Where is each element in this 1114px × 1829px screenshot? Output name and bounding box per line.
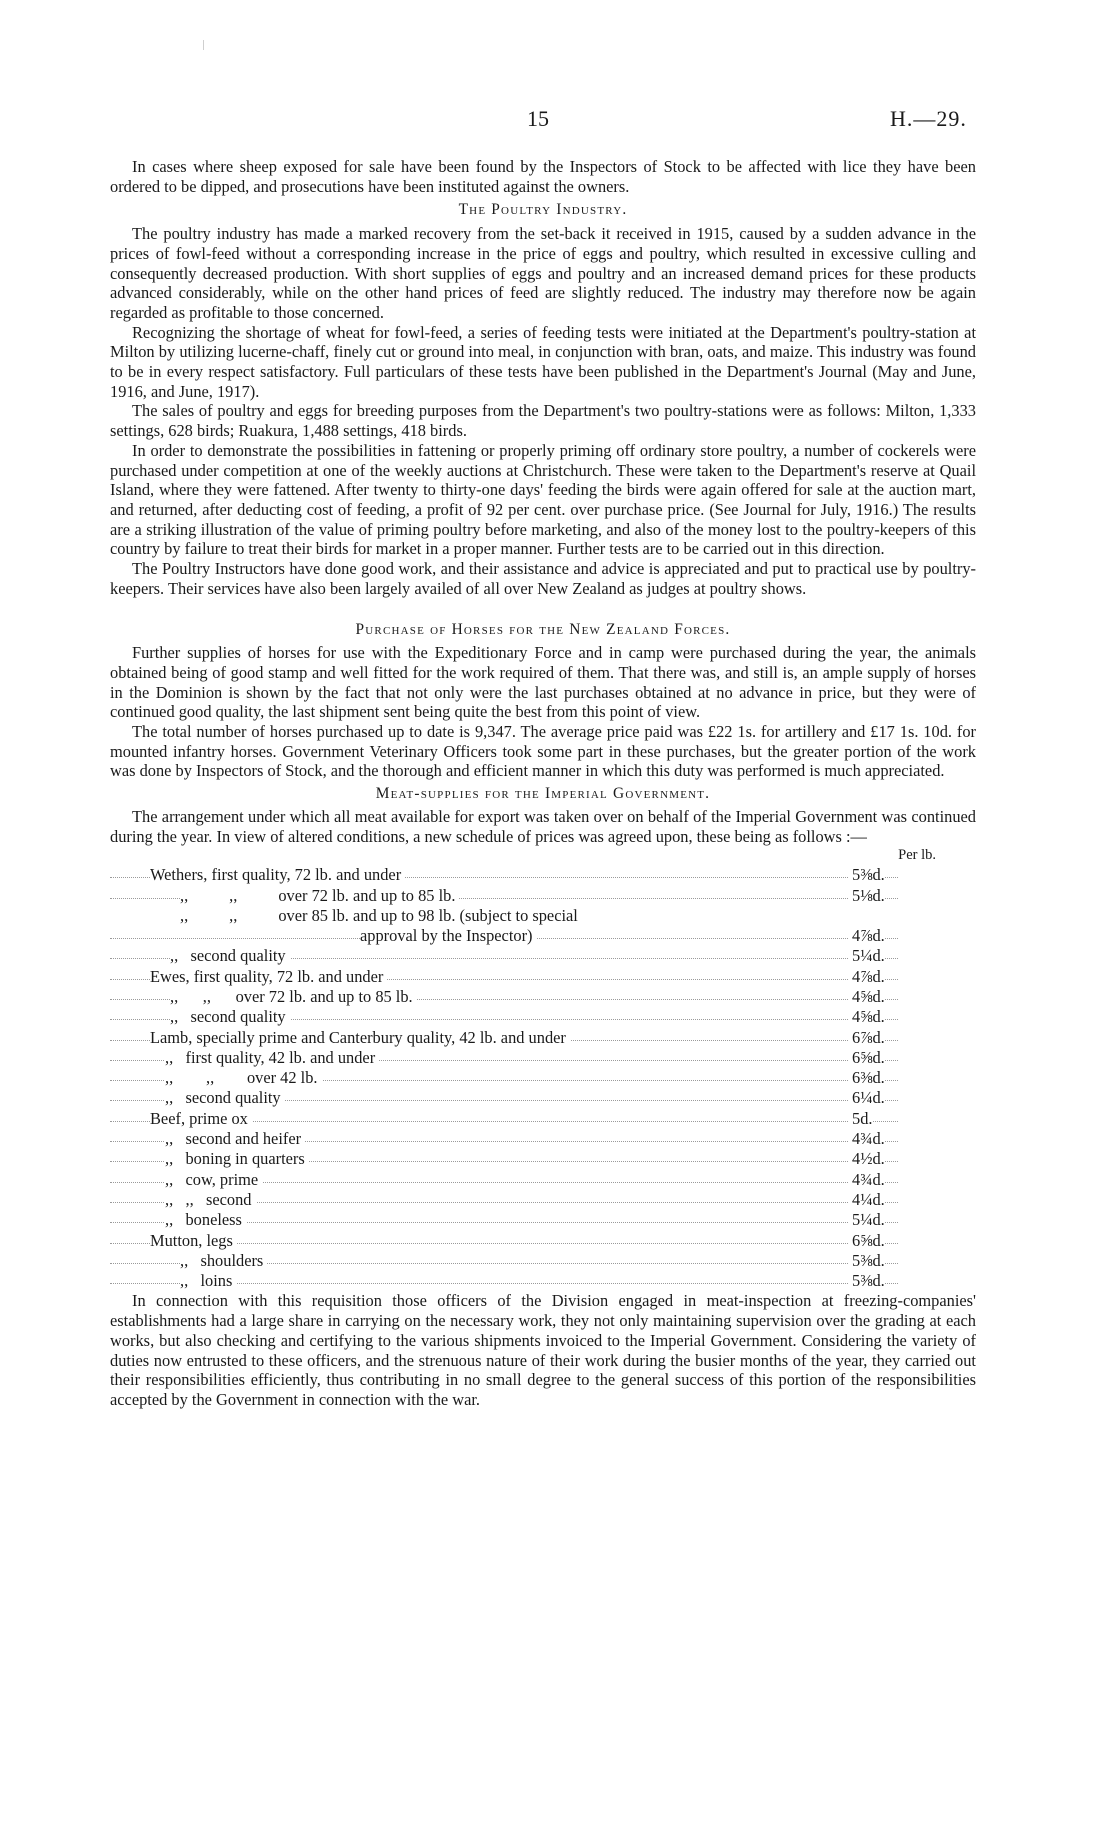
- scan-mark: [203, 40, 204, 50]
- schedule-row: [110, 865, 976, 885]
- schedule-item-label: ,, second quality: [170, 946, 290, 966]
- schedule-row: [110, 1068, 976, 1088]
- schedule-item-label: Lamb, specially prime and Canterbury quality, 42 lb. and under: [150, 1028, 570, 1048]
- schedule-item-price: 6⅞d.: [848, 1028, 885, 1048]
- poultry-paragraph-1: The poultry industry has made a marked recovery from the set-back it received in 1915, caused by a sudden advance in the prices of fowl-feed without a corresponding increase in the price of eggs and poultry, which resulted in excessive culling and consequently decreased production. With short supplies of eggs and poultry and an increased demand prices for these products advanced considerably, while on the other hand prices of feed are slightly reduced. The industry may therefore now be again regarded as profitable to those concerned.: [110, 224, 976, 322]
- poultry-paragraph-5: The Poultry Instructors have done good work, and their assistance and advice is appreciated and put to practical use by poultry-keepers. Their services have also been largely availed of all over New Zealand as judges at poultry shows.: [110, 559, 976, 598]
- schedule-item-label: ,, first quality, 42 lb. and under: [165, 1048, 379, 1068]
- schedule-item-label: ,, boning in quarters: [165, 1149, 309, 1169]
- schedule-item-label: ,, ,, over 72 lb. and up to 85 lb.: [170, 987, 417, 1007]
- poultry-paragraph-3: The sales of poultry and eggs for breeding purposes from the Department's two poultry-stations were as follows: Milton, 1,333 settings, 628 birds; Ruakura, 1,488 settings, 418 birds.: [110, 401, 976, 441]
- schedule-row: [110, 1271, 976, 1291]
- intro-paragraph: In cases where sheep exposed for sale have been found by the Inspectors of Stock to be affected with lice they have been ordered to be dipped, and prosecutions have been instituted against the owners.: [110, 157, 976, 196]
- schedule-row: [110, 1170, 976, 1190]
- schedule-row: [110, 1190, 976, 1210]
- schedule-item-label: ,, second quality: [165, 1088, 285, 1108]
- schedule-item-price: 4⅝d.: [848, 1007, 885, 1027]
- schedule-item-price: 5⅜d.: [848, 865, 885, 885]
- schedule-item-price: 4⅝d.: [848, 987, 885, 1007]
- schedule-row: [110, 1149, 976, 1169]
- document-reference: H.—29.: [890, 106, 967, 131]
- price-schedule: [110, 846, 976, 1291]
- per-lb-label: Per lb.: [898, 847, 936, 864]
- schedule-row: [110, 1109, 976, 1129]
- schedule-item-price: 6⅝d.: [848, 1048, 885, 1068]
- schedule-row: [110, 1251, 976, 1271]
- schedule-item-price: 5¼d.: [848, 946, 885, 966]
- schedule-item-label: ,, second and heifer: [165, 1129, 305, 1149]
- schedule-item-price: 6⅝d.: [848, 1231, 885, 1251]
- schedule-row: [110, 886, 976, 906]
- meat-closing-paragraph: In connection with this requisition those officers of the Division engaged in meat-inspection at freezing-companies' establishments had a large share in carrying on the necessary work, they not only maintaining supervision over the grading at each works, but also checking and certifying to the various shipments invoiced to the Imperial Government. Considering the variety of duties now entrusted to these officers, and the strenuous nature of their work during the busier months of the year, they carried out their responsibilities efficiently, thus contributing in no small degree to the general success of this portion of the responsibilities accepted by the Government in connection with the war.: [110, 1291, 976, 1409]
- schedule-row: [110, 1129, 976, 1149]
- schedule-item-price: 6¼d.: [848, 1088, 885, 1108]
- horses-paragraph-2: The total number of horses purchased up to date is 9,347. The average price paid was £22 1s. for artillery and £17 1s. 10d. for mounted infantry horses. Government Veterinary Officers took some part in these purchases, but the greater portion of the work was done by Inspectors of Stock, and the thorough and efficient manner in which this duty was performed is much appreciated.: [110, 721, 976, 781]
- schedule-item-price: 4¼d.: [848, 1190, 885, 1210]
- schedule-item-price: 5⅜d.: [848, 1271, 885, 1291]
- page-number: 15: [527, 106, 549, 131]
- schedule-row: [110, 926, 976, 946]
- schedule-row: [110, 946, 976, 966]
- schedule-item-label: ,, loins: [180, 1271, 236, 1291]
- horses-paragraph-1: Further supplies of horses for use with the Expeditionary Force and in camp were purchased during the year, the animals obtained being of good stamp and well fitted for the work required of them. That there was, and still is, an ample supply of horses in the Dominion is shown by the fact that not only were the last purchases obtained at no advance in price, but they were of continued good quality, the last shipment sent being quite the best from this point of view.: [110, 643, 976, 722]
- schedule-row: [110, 1048, 976, 1068]
- schedule-row: [110, 1028, 976, 1048]
- poultry-paragraph-4: In order to demonstrate the possibilities in fattening or properly priming off ordinary store poultry, a number of cockerels were purchased under competition at one of the weekly auctions at Christchurch. These were taken to the Department's reserve at Quail Island, where they were fattened. After twenty to thirty-one days' feeding the birds were again offered for sale at the auction mart, and returned, after deducting cost of feeding, a profit of 92 per cent. over purchase price. (See Journal for July, 1916.) The results are a striking illustration of the value of priming poultry before marketing, and also of the money lost to the poultry-keepers of this country by failure to treat their birds for market in a proper manner. Further tests are to be carried out in this direction.: [110, 440, 976, 559]
- schedule-item-price: 4⅞d.: [848, 967, 885, 987]
- page-body: [110, 157, 976, 1410]
- schedule-item-label: Wethers, first quality, 72 lb. and under: [150, 865, 405, 885]
- schedule-item-price: 4½d.: [848, 1149, 885, 1169]
- schedule-item-price: 6⅜d.: [848, 1068, 885, 1088]
- schedule-item-price: 5⅛d.: [848, 886, 885, 906]
- schedule-row: [110, 967, 976, 987]
- schedule-item-price: 4¾d.: [848, 1129, 885, 1149]
- schedule-item-price: 4¾d.: [848, 1170, 885, 1190]
- section-heading-meat: Meat-supplies for the Imperial Government.: [375, 785, 711, 803]
- schedule-row: [110, 987, 976, 1007]
- schedule-item-label: ,, ,, over 85 lb. and up to 98 lb. (subject to special: [180, 906, 582, 926]
- schedule-item-price: 5d.: [848, 1109, 873, 1129]
- schedule-item-label: Ewes, first quality, 72 lb. and under: [150, 967, 387, 987]
- schedule-item-label: ,, boneless: [165, 1210, 246, 1230]
- schedule-item-label: ,, shoulders: [180, 1251, 267, 1271]
- schedule-row: [110, 1231, 976, 1251]
- schedule-item-label: ,, ,, over 42 lb.: [165, 1068, 322, 1088]
- schedule-item-price: 4⅞d.: [848, 926, 885, 946]
- schedule-row: [110, 1088, 976, 1108]
- schedule-item-label: ,, second quality: [170, 1007, 290, 1027]
- schedule-item-label: Beef, prime ox: [150, 1109, 252, 1129]
- schedule-row: [110, 1210, 976, 1230]
- schedule-item-label: Mutton, legs: [150, 1231, 237, 1251]
- schedule-item-label: ,, ,, second: [165, 1190, 256, 1210]
- schedule-item-price: 5¼d.: [848, 1210, 885, 1230]
- poultry-paragraph-2: Recognizing the shortage of wheat for fowl-feed, a series of feeding tests were initiated at the Department's poultry-station at Milton by utilizing lucerne-chaff, finely cut or ground into meal, in conjunction with bran, oats, and maize. This industry was found to be in every respect satisfactory. Full particulars of these tests have been published in the Department's Journal (May and June, 1916, and June, 1917).: [110, 322, 976, 401]
- schedule-row: [110, 906, 976, 926]
- meat-paragraph: The arrangement under which all meat available for export was taken over on behalf of the Imperial Government was continued during the year. In view of altered conditions, a new schedule of prices was agreed upon, these being as follows :—: [110, 806, 976, 846]
- section-heading-poultry: The Poultry Industry.: [458, 201, 628, 219]
- section-heading-horses: Purchase of Horses for the New Zealand Forces.: [355, 621, 731, 639]
- schedule-item-price: 5⅜d.: [848, 1251, 885, 1271]
- schedule-row: [110, 1007, 976, 1027]
- schedule-item-label: ,, cow, prime: [165, 1170, 262, 1190]
- schedule-item-label: ,, ,, over 72 lb. and up to 85 lb.: [180, 886, 459, 906]
- schedule-item-label: approval by the Inspector): [360, 926, 537, 946]
